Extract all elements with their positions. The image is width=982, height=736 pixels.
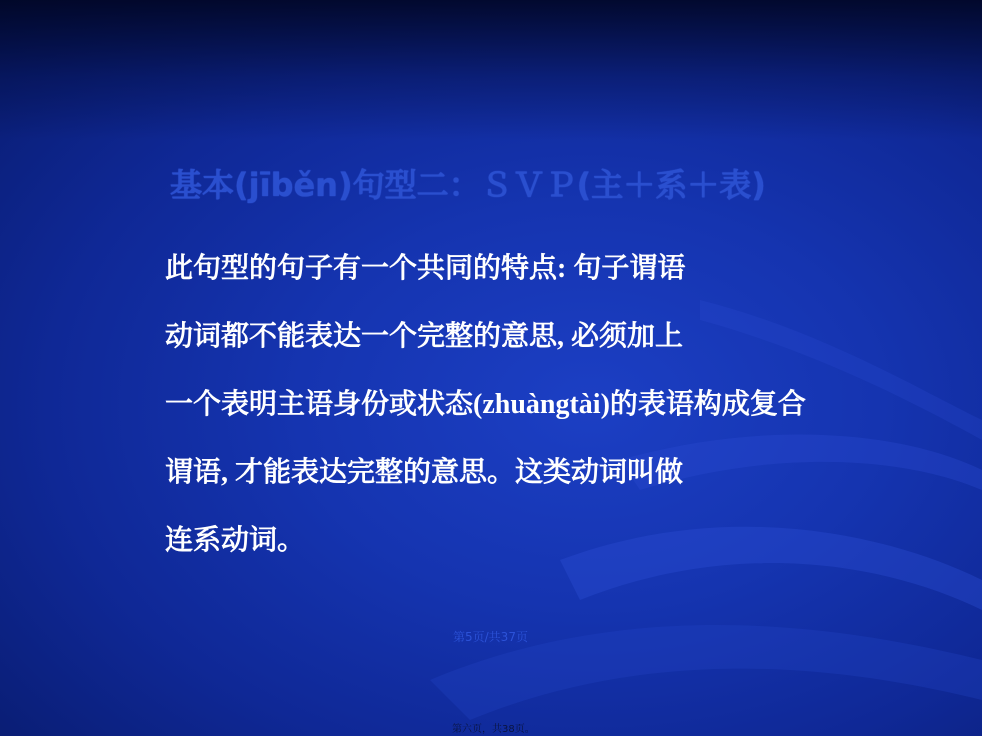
body-line: 一个表明主语身份或状态(zhuàngtài)的表语构成复合 bbox=[165, 389, 806, 420]
body-line: 谓语, 才能表达完整的意思。这类动词叫做 bbox=[165, 457, 684, 488]
slide-title: 基本(jīběn)句型二：ＳＶＰ(主＋系＋表) bbox=[170, 166, 766, 204]
body-line: 连系动词。 bbox=[165, 525, 306, 556]
page-footer: 第六页，共38页。 bbox=[452, 724, 535, 735]
page-reference: 第5页/共37页 bbox=[453, 630, 528, 644]
body-line: 动词都不能表达一个完整的意思, 必须加上 bbox=[165, 321, 684, 352]
body-text bbox=[165, 245, 885, 585]
body-line: 此句型的句子有一个共同的特点: 句子谓语 bbox=[165, 253, 686, 284]
